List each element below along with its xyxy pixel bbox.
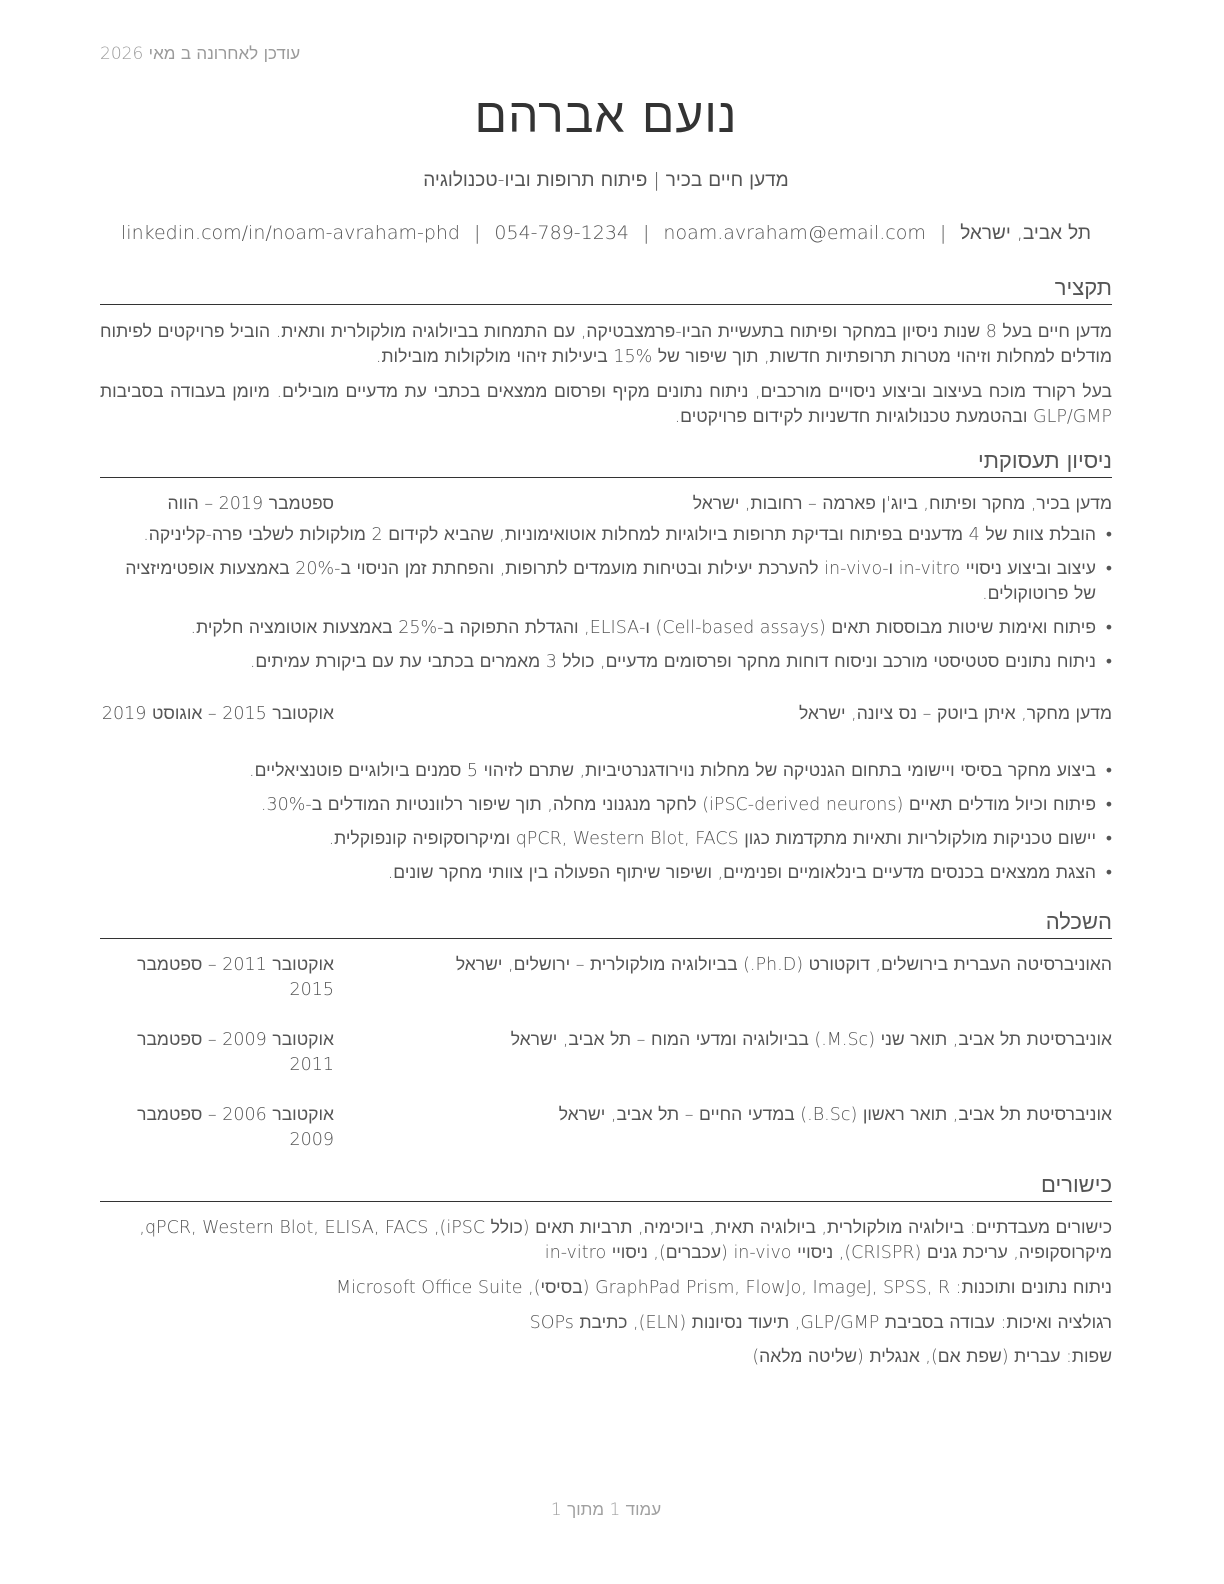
- section-title-experience: ניסיון תעסוקתי: [100, 448, 1112, 478]
- job-role: מדען בכיר, מחקר ופיתוח, ביוג'ן פארמה – רחובות, ישראל: [692, 494, 1112, 514]
- summary-paragraph: בעל רקורד מוכח בעיצוב וביצוע ניסויים מורכבים, ניתוח נתונים מקיף ופרסום ממצאים בכתבי עת מדעיים מובילים. מיומן בעבודה בסביבות GLP/GMP ובהטמעת טכנולוגיות חדשניות לקידום פרויקטים.: [100, 382, 1112, 427]
- contact-line: [100, 222, 1112, 245]
- skill-line: רגולציה ואיכות: עבודה בסביבת GLP/GMP, תיעוד נסיונות (ELN), כתיבת SOPs: [529, 1313, 1112, 1333]
- skill-line: ניתוח נתונים ותוכנות: GraphPad Prism, FlowJo, ImageJ, SPSS, R (בסיסי), Microsoft Office Suite: [336, 1278, 1112, 1298]
- list-item: • הובלת צוות של 4 מדענים בפיתוח ובדיקת תרופות ביולוגיות למחלות אוטואימוניות, שהביא לקידום 2 מולקולות לשלבי פרה-קליניקה.: [100, 523, 1112, 548]
- list-item: • עיצוב וביצוע ניסויי in-vitro ו-in-vivo להערכת יעילות ובטיחות מועמדים לתרופות, והפחתת זמן הניסוי ב-20% באמצעות אופטימיזציה של פרוטוקולים.: [100, 557, 1112, 607]
- job-bullets: [100, 759, 1112, 895]
- last-updated: עודכן לאחרונה ב מאי 2026: [100, 44, 301, 64]
- list-item: • יישום טכניקות מולקולריות ותאיות מתקדמות כגון qPCR, Western Blot, FACS ומיקרוסקופיה קונפוקלית.: [100, 827, 1112, 852]
- skill-line: שפות: עברית (שפת אם), אנגלית (שליטה מלאה): [752, 1347, 1112, 1367]
- degree: האוניברסיטה העברית בירושלים, דוקטורט (Ph.D.) בביולוגיה מולקולרית – ירושלים, ישראל: [455, 955, 1112, 975]
- contact-separator: |: [474, 222, 481, 244]
- section-title-skills: כישורים: [100, 1172, 1112, 1202]
- education-item: [100, 1028, 1112, 1078]
- job-header: [100, 492, 1112, 517]
- list-item: • פיתוח וכיול מודלים תאיים (iPSC-derived neurons) לחקר מנגנוני מחלה, תוך שיפור רלוונטיות המודלים ב-30%.: [100, 793, 1112, 818]
- summary-paragraph: מדען חיים בעל 8 שנות ניסיון במחקר ופיתוח בתעשיית הביו-פרמצבטיקה, עם התמחות בביולוגיה מולקולרית ותאית. הוביל פרויקטים לפיתוח מודלים למחלות וזיהוי מטרות תרופתיות חדשות, תוך שיפור של 15% ביעילות זיהוי מולקולות מובילות.: [100, 322, 1113, 367]
- list-item: • פיתוח ואימות שיטות מבוססות תאים (Cell-based assays) ו-ELISA, והגדלת התפוקה ב-25% באמצעות אוטומציה חלקית.: [100, 616, 1112, 641]
- education-dates: אוקטובר 2011 – ספטמבר 2015: [137, 955, 334, 1000]
- job-dates: אוקטובר 2015 – אוגוסט 2019: [101, 704, 334, 724]
- education-item: [100, 1103, 1112, 1153]
- job-role: מדען מחקר, איתן ביוטק – נס ציונה, ישראל: [798, 704, 1112, 724]
- section-title-summary: תקציר: [100, 275, 1112, 305]
- person-name: נועם אברהם: [474, 88, 738, 144]
- education-dates: אוקטובר 2006 – ספטמבר 2009: [137, 1105, 334, 1150]
- contact-location: תל אביב, ישראל: [960, 222, 1091, 244]
- section-title-education: השכלה: [100, 909, 1112, 939]
- contact-email[interactable]: noam.avraham@email.com: [663, 222, 926, 244]
- degree: אוניברסיטת תל אביב, תואר ראשון (B.Sc.) במדעי החיים – תל אביב, ישראל: [558, 1105, 1112, 1125]
- contact-phone[interactable]: 054-789-1234: [494, 222, 630, 244]
- education-dates: אוקטובר 2009 – ספטמבר 2011: [137, 1030, 334, 1075]
- list-item: • ניתוח נתונים סטטיסטי מורכב וניסוח דוחות מחקר ופרסומים מדעיים, כולל 3 מאמרים בכתבי עת עם ביקורת עמיתים.: [100, 650, 1112, 675]
- list-item: • ביצוע מחקר בסיסי ויישומי בתחום הגנטיקה של מחלות נוירודגנרטיביות, שתרם לזיהוי 5 סמנים ביולוגיים פוטנציאליים.: [100, 759, 1112, 784]
- job-header: [100, 702, 1112, 752]
- job-bullets: [100, 523, 1112, 684]
- list-item: • הצגת ממצאים בכנסים מדעיים בינלאומיים ופנימיים, ושיפור שיתוף הפעולה בין צוותי מחקר שונים.: [100, 861, 1112, 886]
- skill-line: כישורים מעבדתיים: ביולוגיה מולקולרית, ביולוגיה תאית, ביוכימיה, תרביות תאים (כולל iPSC), qPCR, Western Blot, ELISA, FACS, מיקרוסקופיה, עריכת גנים (CRISPR), ניסויי in-vivo (עכברים), ניסויי in-vitro: [139, 1218, 1112, 1263]
- contact-separator: |: [643, 222, 650, 244]
- contact-linkedin[interactable]: linkedin.com/in/noam-avraham-phd: [121, 222, 460, 244]
- education-item: [100, 953, 1112, 1003]
- contact-separator: |: [939, 222, 947, 244]
- resume-page: [100, 0, 1112, 1584]
- job-subtitle: מדען חיים בכיר | פיתוח תרופות וביו-טכנולוגיה: [423, 169, 789, 191]
- job-dates: ספטמבר 2019 – הווה: [167, 494, 334, 514]
- degree: אוניברסיטת תל אביב, תואר שני (M.Sc.) בביולוגיה ומדעי המוח – תל אביב, ישראל: [510, 1030, 1112, 1050]
- page-number: עמוד 1 מתוך 1: [550, 1500, 662, 1520]
